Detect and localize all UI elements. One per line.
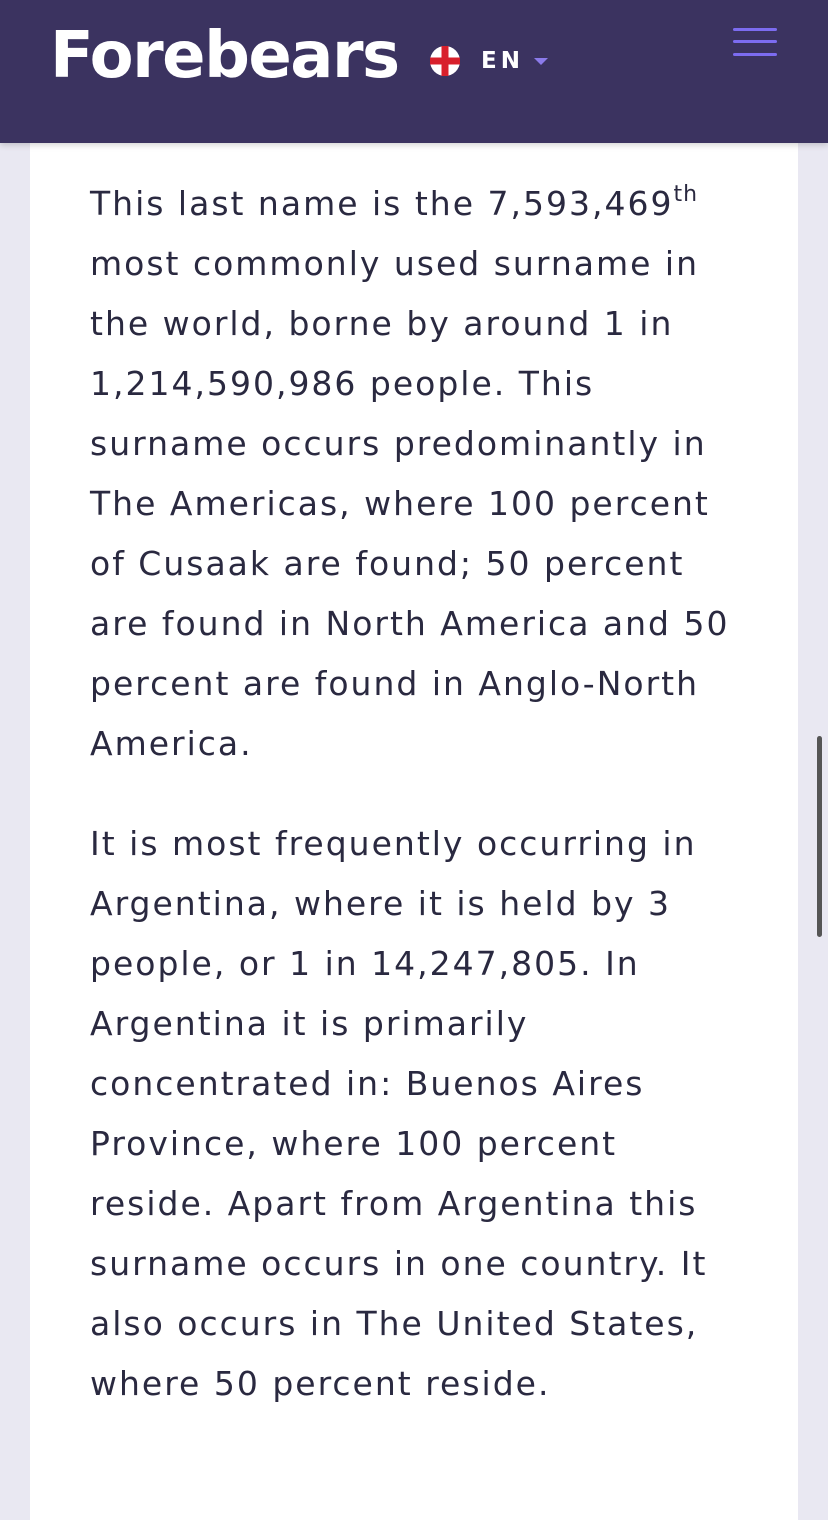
- rank-text-continued: most commonly used surname in the world, borne by around 1 in 1,214,590,986 people. This surname occurs predominantly in The Americas, where 100 percent of Cusaak are found; 50 percent are found in North America and 50 percent are found in Anglo-North America.: [90, 244, 730, 763]
- site-header: [0, 0, 828, 143]
- language-selector[interactable]: [430, 46, 548, 76]
- england-flag-icon: [430, 46, 460, 76]
- paragraph-rank: [90, 174, 750, 774]
- site-logo[interactable]: Forebears: [50, 19, 399, 93]
- language-code: EN: [481, 48, 524, 74]
- chevron-down-icon: [534, 58, 548, 65]
- surname-description: [90, 174, 750, 1454]
- scrollbar[interactable]: [817, 736, 822, 937]
- hamburger-menu-icon[interactable]: [733, 28, 777, 58]
- paragraph-distribution: It is most frequently occurring in Argentina, where it is held by 3 people, or 1 in 14,247,805. In Argentina it is primarily concentrated in: Buenos Aires Province, where 100 percent reside. Apart from Argentina this surname occurs in one country. It also occurs in The United States, where 50 percent reside.: [90, 824, 708, 1403]
- rank-suffix: th: [673, 182, 699, 207]
- rank-text: This last name is the 7,593,469: [90, 184, 674, 223]
